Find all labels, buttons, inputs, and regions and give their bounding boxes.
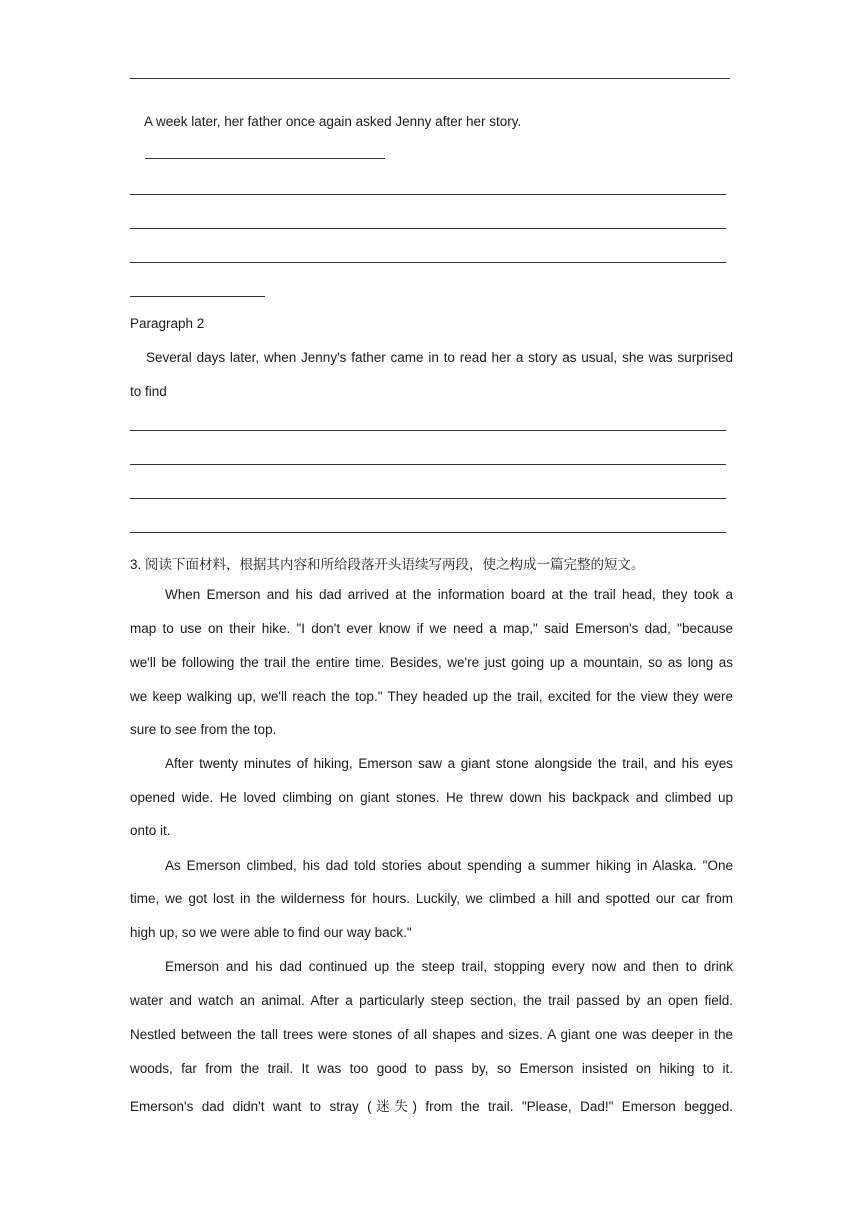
answer-line [130, 464, 726, 465]
passage-line: Emerson's dad didn't want to stray (迷失) from the trail. "Please, Dad!" Emerson begged. [130, 1099, 733, 1114]
passage-line: water and watch an animal. After a particularly steep section, the trail passed by an open field. [130, 993, 733, 1008]
answer-line [130, 532, 726, 533]
passage-line: map to use on their hike. "I don't ever know if we need a map," said Emerson's dad, "because [130, 621, 733, 636]
passage-line: sure to see from the top. [130, 722, 277, 737]
answer-line [130, 296, 265, 297]
passage-line: high up, so we were able to find our way back." [130, 925, 412, 940]
passage-line: When Emerson and his dad arrived at the information board at the trail head, they took a [165, 587, 733, 602]
paragraph-2-start-line-2: to find [130, 384, 167, 399]
answer-line [130, 430, 726, 431]
answer-line [130, 262, 726, 263]
passage-line: we'll be following the trail the entire time. Besides, we're just going up a mountain, so as long as [130, 655, 733, 670]
passage-line: As Emerson climbed, his dad told stories about spending a summer hiking in Alaska. "One [165, 858, 733, 873]
passage-line: opened wide. He loved climbing on giant stones. He threw down his backpack and climbed up [130, 790, 733, 805]
passage-line: time, we got lost in the wilderness for hours. Luckily, we climbed a hill and spotted our car from [130, 891, 733, 906]
passage-line: After twenty minutes of hiking, Emerson saw a giant stone alongside the trail, and his eyes [165, 756, 733, 771]
passage-line: woods, far from the trail. It was too good to pass by, so Emerson insisted on hiking to it. [130, 1061, 733, 1076]
answer-line [130, 228, 726, 229]
answer-line [130, 194, 726, 195]
paragraph-2-start-line-1: Several days later, when Jenny's father came in to read her a story as usual, she was surprised [146, 350, 733, 365]
answer-line [130, 78, 730, 79]
passage-line: onto it. [130, 823, 171, 838]
paragraph-2-heading: Paragraph 2 [130, 316, 205, 331]
passage-line: Nestled between the tall trees were stones of all shapes and sizes. A giant one was deeper in the [130, 1027, 733, 1042]
paragraph-1-start: A week later, her father once again asked Jenny after her story. [144, 114, 522, 129]
passage-line: Emerson and his dad continued up the steep trail, stopping every now and then to drink [165, 959, 733, 974]
passage-line: we keep walking up, we'll reach the top." They headed up the trail, excited for the view they were [130, 689, 733, 704]
answer-line [130, 498, 726, 499]
question-3-instruction: 3. 阅读下面材料，根据其内容和所给段落开头语续写两段，使之构成一篇完整的短文。 [130, 557, 645, 572]
answer-line [145, 158, 385, 159]
